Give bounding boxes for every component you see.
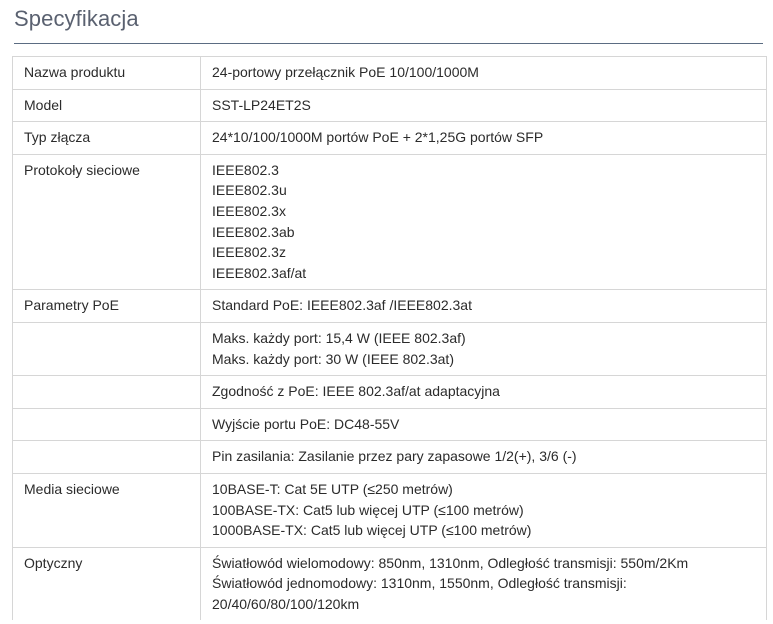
spec-table-body [13,57,767,621]
spec-value-line: 24-portowy przełącznik PoE 10/100/1000M [212,64,479,80]
spec-row [13,441,767,474]
spec-label: Typ złącza [13,122,201,155]
spec-value [201,547,767,620]
spec-label: Nazwa produktu [13,57,201,90]
spec-label [13,322,201,375]
spec-row [13,89,767,122]
spec-row [13,376,767,409]
spec-value-line: IEEE802.3z [212,244,286,261]
spec-value [201,473,767,547]
spec-value-line: 20/40/60/80/100/120km [212,595,360,612]
title-divider [14,43,763,44]
spec-value-line: SST-LP24ET2S [212,96,311,113]
spec-value [201,290,767,323]
spec-value-line: 1000BASE-TX: Cat5 lub więcej UTP (≤100 metrów) [212,522,532,539]
section-title: Specyfikacja [14,6,139,31]
spec-value [201,89,767,122]
spec-value [201,57,767,90]
spec-value-line: 24*10/100/1000M portów PoE + 2*1,25G portów SFP [212,129,544,146]
spec-value-line: Pin zasilania: Zasilanie przez pary zapasowe 1/2(+), 3/6 (-) [212,448,577,465]
spec-value-line: IEEE802.3ab [212,223,295,240]
spec-row [13,57,767,90]
spec-row [13,473,767,547]
spec-row [13,122,767,155]
spec-row [13,408,767,441]
spec-table [12,56,767,620]
spec-label [13,376,201,409]
spec-label: Parametry PoE [13,290,201,323]
spec-value-line: Światłowód wielomodowy: 850nm, 1310nm, Odległość transmisji: 550m/2Km [212,554,689,571]
spec-value-line: IEEE802.3 [212,161,279,178]
spec-value-line: Maks. każdy port: 30 W (IEEE 802.3at) [212,350,454,367]
spec-row [13,290,767,323]
spec-label: Protokoły sieciowe [13,154,201,290]
spec-label [13,441,201,474]
spec-value-line: Standard PoE: IEEE802.3af /IEEE802.3at [212,297,472,314]
spec-value-line: Maks. każdy port: 15,4 W (IEEE 802.3af) [212,329,466,346]
spec-value-line: IEEE802.3x [212,202,286,219]
spec-value-line: 10BASE-T: Cat 5E UTP (≤250 metrów) [212,480,453,497]
spec-label [13,408,201,441]
spec-value-line: IEEE802.3af/at [212,264,307,281]
spec-value [201,408,767,441]
spec-label: Optyczny [13,547,201,620]
spec-label: Model [13,89,201,122]
spec-row [13,154,767,290]
spec-row [13,322,767,375]
spec-value-line: Zgodność z PoE: IEEE 802.3af/at adaptacyjna [212,383,500,400]
spec-value-line: 100BASE-TX: Cat5 lub więcej UTP (≤100 metrów) [212,501,524,518]
spec-value [201,376,767,409]
spec-value-line: Wyjście portu PoE: DC48-55V [212,415,400,432]
spec-row [13,547,767,620]
spec-value [201,322,767,375]
spec-value-line: Światłowód jednomodowy: 1310nm, 1550nm, Odległość transmisji: [212,575,627,592]
spec-value [201,122,767,155]
spec-label: Media sieciowe [13,473,201,547]
spec-value [201,441,767,474]
spec-value [201,154,767,290]
spec-value-line: IEEE802.3u [212,182,287,199]
